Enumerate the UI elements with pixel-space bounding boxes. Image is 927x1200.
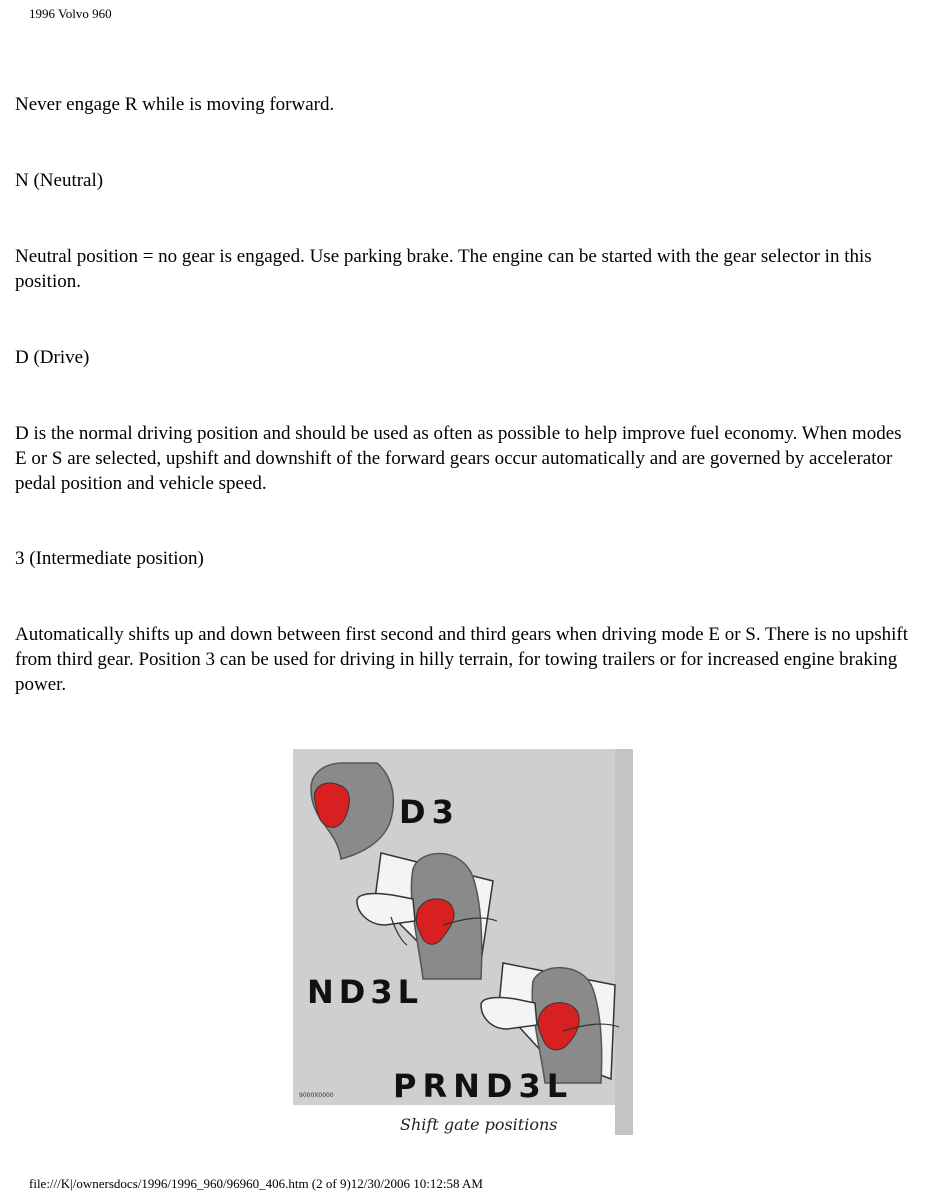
intermediate-description: Automatically shifts up and down between first second and third gears when driving mode E or S. There is no upshift from third gear. Position 3 can be used for driving in hilly terrain, for towing trailers or for increased engine braking power. — [15, 624, 908, 695]
reverse-warning-text: Never engage R while is moving forward. — [15, 94, 335, 115]
drive-heading: D (Drive) — [15, 347, 90, 368]
page-header: 1996 Volvo 960 — [29, 6, 112, 21]
label-d3: D3 — [399, 793, 460, 831]
intermediate-heading: 3 (Intermediate position) — [15, 548, 204, 569]
label-prnd3l: PRND3L — [393, 1067, 574, 1105]
label-nd3l: ND3L — [307, 973, 423, 1011]
page-footer-path: file:///K|/ownersdocs/1996/1996_960/96960_406.htm (2 of 9)12/30/2006 10:12:58 AM — [29, 1176, 483, 1191]
neutral-heading: N (Neutral) — [15, 170, 104, 191]
neutral-description: Neutral position = no gear is engaged. Use parking brake. The engine can be started with the gear selector in this position. — [15, 246, 872, 292]
figure-code: 9000X0000 — [299, 1092, 334, 1099]
shift-gate-figure — [293, 749, 633, 1135]
drive-description: D is the normal driving position and should be used as often as possible to help improve fuel economy. When modes E or S are selected, upshift and downshift of the forward gears occur automatically and are governed by accelerator pedal position and vehicle speed. — [15, 423, 902, 494]
figure-caption: Shift gate positions — [400, 1115, 558, 1134]
